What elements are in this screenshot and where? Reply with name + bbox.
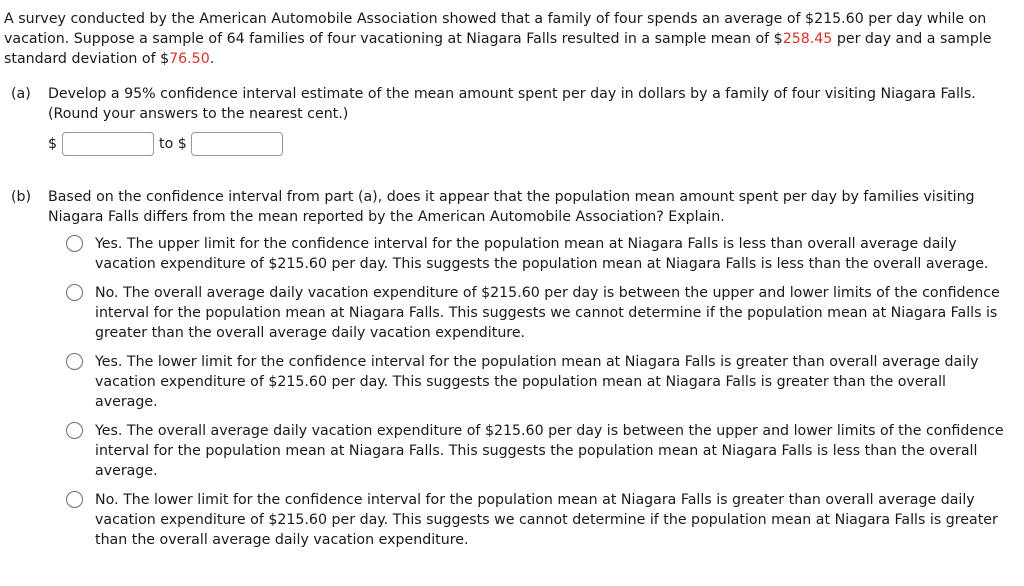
radio-button[interactable]: [66, 491, 83, 508]
lower-limit-input[interactable]: [62, 132, 154, 156]
part-b: [11, 187, 1011, 227]
radio-button[interactable]: [66, 284, 83, 301]
option-1[interactable]: [66, 234, 1006, 274]
upper-limit-input[interactable]: [191, 132, 283, 156]
radio-button[interactable]: [66, 235, 83, 252]
radio-button[interactable]: [66, 422, 83, 439]
answer-options: [66, 234, 1006, 559]
intro-text-1: A survey conducted by the American Automobile Association showed that a family of four spends an average of $215.60 per day while on vacation. Suppose a sample of 64 families of four vacationing at Niagara Falls resulted in a sample mean of $: [4, 11, 987, 47]
part-a: [11, 84, 1011, 124]
sample-mean-value: 258.45: [782, 31, 833, 47]
dollar-sign: $: [48, 136, 58, 152]
part-b-label: (b): [11, 189, 32, 205]
part-a-question: Develop a 95% confidence interval estimate of the mean amount spent per day in dollars by a family of four visiting Niagara Falls. (Round your answers to the nearest cent.): [48, 86, 976, 122]
confidence-interval-answer-row: [48, 131, 283, 157]
option-3[interactable]: [66, 352, 1006, 412]
part-b-question: Based on the confidence interval from part (a), does it appear that the population mean amount spent per day by families visiting Niagara Falls differs from the mean reported by the American Automobile Association? Explain.: [48, 189, 975, 225]
to-label: to $: [159, 136, 187, 152]
intro-text-2: per day and a sample standard deviation of $: [4, 31, 992, 67]
option-5[interactable]: [66, 490, 1006, 550]
intro-text-3: .: [209, 51, 215, 67]
option-2[interactable]: [66, 283, 1006, 343]
option-text: Yes. The overall average daily vacation expenditure of $215.60 per day is between the upper and lower limits of the confidence interval for the population mean at Niagara Falls. This suggests the population mean at Niagara Falls is less than the overall average.: [95, 423, 1004, 479]
option-text: No. The lower limit for the confidence interval for the population mean at Niagara Falls is greater than overall average daily vacation expenditure of $215.60 per day. This suggests we cannot determine if the population mean at Niagara Falls is greater than the overall average daily vacation expenditure.: [95, 492, 998, 548]
part-a-label: (a): [11, 86, 31, 102]
option-text: Yes. The lower limit for the confidence interval for the population mean at Niagara Falls is greater than overall average daily vacation expenditure of $215.60 per day. This suggests the population mean at Niagara Falls is greater than the overall average.: [95, 354, 979, 410]
option-text: No. The overall average daily vacation expenditure of $215.60 per day is between the upper and lower limits of the confidence interval for the population mean at Niagara Falls. This suggests we cannot determine if the population mean at Niagara Falls is greater than the overall average daily vacation expenditure.: [95, 285, 1000, 341]
option-text: Yes. The upper limit for the confidence interval for the population mean at Niagara Falls is less than overall average daily vacation expenditure of $215.60 per day. This suggests the population mean at Niagara Falls is less than the overall average.: [95, 236, 989, 272]
radio-button[interactable]: [66, 353, 83, 370]
option-4[interactable]: [66, 421, 1006, 481]
problem-statement: [4, 9, 1020, 69]
sample-sd-value: 76.50: [169, 51, 210, 67]
